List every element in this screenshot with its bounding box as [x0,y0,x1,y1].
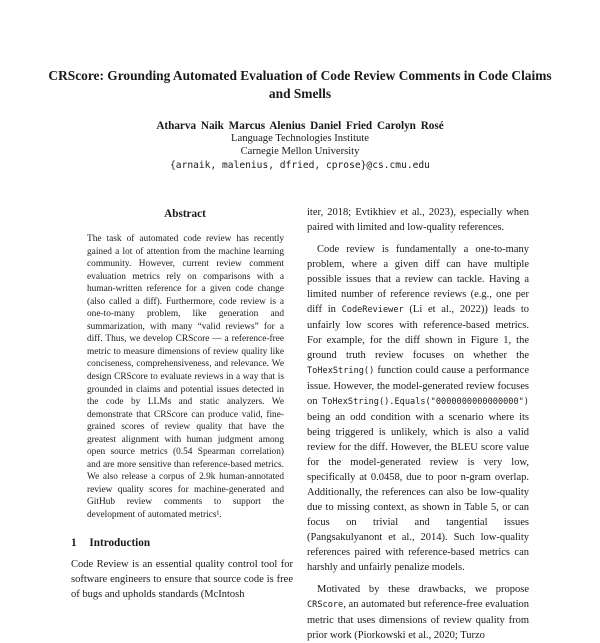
right-column-paragraph-continued: iter, 2018; Evtikhiev et al., 2023), especially when paired with limited and low-quality references. [307,207,529,233]
introduction-text: Code Review is an essential quality control tool for software engineers to ensure that source code is free of bugs and upholds standards (McIntosh [71,559,293,600]
affiliation-institute: Language Technologies Institute [231,133,369,144]
code-tohexstring-equals: ToHexString().Equals("0000000000000000") [322,397,529,407]
author-list: Atharva Naik Marcus Alenius Daniel Fried Carolyn Rosé [156,120,444,132]
abstract-heading: Abstract [164,208,206,220]
right-column [307,205,529,643]
author-emails: {arnaik, malenius, dfried, cprose}@cs.cmu.edu [170,160,430,171]
right-column-paragraph-one-to-many: Code review is fundamentally a one-to-many problem, where a given diff can have multiple possible issues that a review can tackle. Having a limited number of reference reviews (e.g., one per diff in CodeReviewer (Li et al., 2022)) leads to unfairly low scores with reference-based metrics. For example, for the diff shown in Figure 1, the ground truth review focuses on whether the ToHexString() function could cause a performance issue. However, the model-generated review focuses on ToHexString().Equals("0000000000000000") being an odd condition with a scenario where its being triggered is unlikely, which is also a valid review for the diff. However, the BLEU score value for the model-generated review is very low, specifically at 0.0458, due to poor n-gram overlap. Additionally, the references can also be low-quality due to missing context, as shown in Table 5, or can focus on trivial and tangential issues (Pangsakulyanont et al., 2014). Such low-quality references paired with reference-based metrics can harshly and unfairly penalize models. [307,244,530,573]
code-tohexstring: ToHexString() [307,366,375,376]
code-codereviewer: CodeReviewer [341,305,404,315]
affiliation-university: Carnegie Mellon University [240,146,360,157]
code-crscore: CRScore [307,600,344,610]
introduction-heading: 1 Introduction [71,537,151,549]
paper-title: CRScore: Grounding Automated Evaluation of Code Review Comments in Code Claims and Smells [48,68,552,101]
right-column-paragraph-motivation: Motivated by these drawbacks, we propose CRScore, an automated but reference-free evaluation metric that uses dimensions of review quality from prior work (Piorkowski et al., 2020; Turzo [307,584,529,641]
abstract-text: The task of automated code review has recently gained a lot of attention from the machine learning community. However, current review comment evaluation metrics rely on comparisons with a human-written reference for a given code change (also called a diff). Furthermore, code review is a one-to-many problem, like generation and summarization, with many “valid reviews” for a diff. Thus, we develop CRScore — a reference-free metric to measure dimensions of review quality like conciseness, comprehensiveness, and relevance. We design CRScore to evaluate reviews in a way that is grounded in claims and potential issues detected in the code by LLMs and static analyzers. We demonstrate that CRScore can produce valid, fine-grained scores of review quality that have the greatest alignment with human judgment among open source metrics (0.54 Spearman correlation) and are more sensitive than reference-based metrics. We also release a corpus of 2.9k human-annotated review quality scores for machine-generated and GitHub review comments to support the development of automated metrics¹. [87,234,284,521]
